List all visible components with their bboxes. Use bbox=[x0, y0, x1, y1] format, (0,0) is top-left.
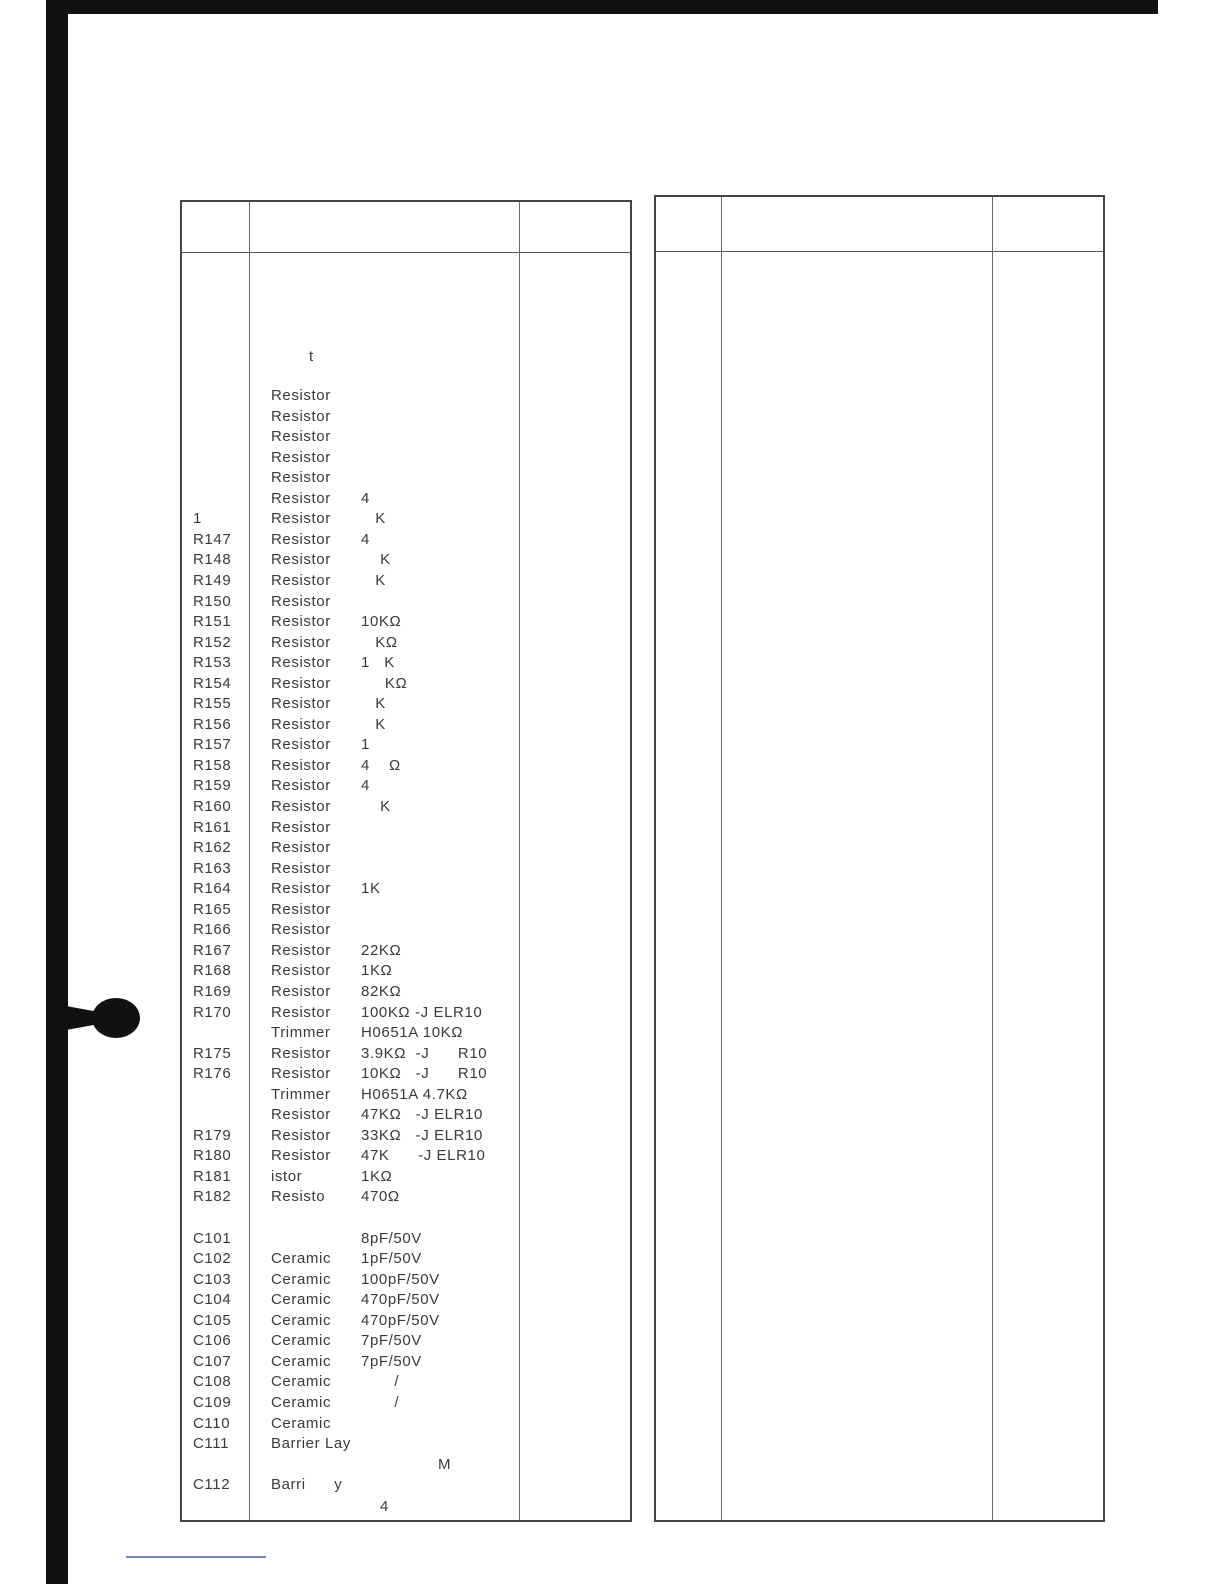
pen-underline-mark bbox=[126, 1556, 266, 1558]
part-value: / bbox=[361, 1373, 400, 1391]
part-ref: R176 bbox=[193, 1065, 232, 1083]
part-ref: C104 bbox=[193, 1291, 232, 1309]
part-ref: R152 bbox=[193, 633, 232, 651]
part-ref: R180 bbox=[193, 1147, 232, 1165]
part-value: 7pF/50V bbox=[361, 1352, 422, 1370]
part-type: Resistor bbox=[271, 551, 331, 569]
table-row bbox=[182, 1147, 630, 1167]
part-type: Resistor bbox=[271, 489, 331, 507]
part-value: 470pF/50V bbox=[361, 1291, 440, 1309]
table-row bbox=[182, 387, 630, 407]
part-value: 470pF/50V bbox=[361, 1311, 440, 1329]
part-value: 4 bbox=[361, 777, 370, 795]
part-type: Ceramic bbox=[271, 1393, 332, 1411]
part-type: Barrier Lay bbox=[271, 1435, 351, 1453]
part-value: 470Ω bbox=[361, 1188, 400, 1206]
table-row bbox=[182, 1065, 630, 1085]
part-ref: R164 bbox=[193, 880, 232, 898]
part-type: Resistor bbox=[271, 859, 331, 877]
part-value: K bbox=[361, 510, 386, 528]
part-type: Ceramic bbox=[271, 1352, 332, 1370]
table-row bbox=[182, 1045, 630, 1065]
part-ref: R148 bbox=[193, 551, 232, 569]
table-row bbox=[182, 428, 630, 448]
part-value: 22KΩ bbox=[361, 941, 402, 959]
table-row bbox=[182, 613, 630, 633]
part-ref: R179 bbox=[193, 1126, 232, 1144]
part-type: Resistor bbox=[271, 880, 331, 898]
table-row bbox=[182, 551, 630, 571]
table-row bbox=[182, 449, 630, 469]
part-ref: C105 bbox=[193, 1311, 232, 1329]
part-ref: R170 bbox=[193, 1003, 232, 1021]
table-row bbox=[182, 798, 630, 818]
part-type: Resistor bbox=[271, 941, 331, 959]
table-row bbox=[182, 531, 630, 551]
part-ref: R158 bbox=[193, 756, 232, 774]
part-type: Resistor bbox=[271, 982, 331, 1000]
part-ref: R168 bbox=[193, 962, 232, 980]
part-type: Resistor bbox=[271, 674, 331, 692]
part-value: 1KΩ bbox=[361, 1167, 393, 1185]
table-row bbox=[182, 736, 630, 756]
part-ref: R155 bbox=[193, 695, 232, 713]
part-value: 8pF/50V bbox=[361, 1229, 422, 1247]
part-ref: R151 bbox=[193, 613, 232, 631]
header-divider bbox=[656, 251, 1103, 252]
part-type: Resistor bbox=[271, 428, 331, 446]
part-value: 47K -J ELR10 bbox=[361, 1147, 486, 1165]
part-value: 47KΩ -J ELR10 bbox=[361, 1106, 483, 1124]
table-row bbox=[182, 1353, 630, 1373]
part-type: Ceramic bbox=[271, 1291, 332, 1309]
part-ref: R182 bbox=[193, 1188, 232, 1206]
table-row bbox=[182, 819, 630, 839]
part-ref: R159 bbox=[193, 777, 232, 795]
part-value: KΩ bbox=[361, 674, 408, 692]
part-type: Resistor bbox=[271, 633, 331, 651]
part-type: Resistor bbox=[271, 613, 331, 631]
part-ref: R154 bbox=[193, 674, 232, 692]
part-type: Resistor bbox=[271, 1106, 331, 1124]
table-row bbox=[182, 675, 630, 695]
table-row bbox=[182, 1476, 630, 1496]
part-value: 10KΩ -J R10 bbox=[361, 1065, 488, 1083]
part-type: Resistor bbox=[271, 736, 331, 754]
part-value: 100KΩ -J ELR10 bbox=[361, 1003, 483, 1021]
part-value: H0651A 10KΩ bbox=[361, 1024, 464, 1042]
part-ref: R175 bbox=[193, 1044, 232, 1062]
column-divider-ref bbox=[721, 197, 722, 1520]
part-value: K bbox=[361, 571, 386, 589]
part-type: Resistor bbox=[271, 571, 331, 589]
part-value: 1pF/50V bbox=[361, 1250, 422, 1268]
part-type: Ceramic bbox=[271, 1270, 332, 1288]
part-value: K bbox=[361, 715, 386, 733]
table-row bbox=[182, 1456, 630, 1476]
table-row bbox=[182, 1230, 630, 1250]
part-type: Resistor bbox=[271, 798, 331, 815]
part-type: Resisto bbox=[271, 1188, 326, 1206]
table-row bbox=[182, 469, 630, 489]
table-row bbox=[182, 1332, 630, 1352]
part-ref: R147 bbox=[193, 530, 232, 548]
table-row bbox=[182, 1086, 630, 1106]
table-row bbox=[182, 777, 630, 797]
part-ref: R169 bbox=[193, 982, 232, 1000]
part-value: / bbox=[361, 1393, 400, 1411]
part-ref: C111 bbox=[193, 1435, 230, 1453]
part-ref: C106 bbox=[193, 1332, 232, 1350]
table-row bbox=[182, 1004, 630, 1024]
part-value: K bbox=[361, 695, 386, 713]
part-ref: R160 bbox=[193, 798, 232, 815]
part-type: Resistor bbox=[271, 1065, 331, 1083]
part-type: Resistor bbox=[271, 1044, 331, 1062]
part-type: Resistor bbox=[271, 900, 331, 918]
table-row bbox=[182, 572, 630, 592]
part-ref: R161 bbox=[193, 818, 232, 836]
table-row bbox=[182, 1373, 630, 1393]
part-ref: C110 bbox=[193, 1414, 231, 1432]
part-type: Resistor bbox=[271, 921, 331, 939]
part-ref: C112 bbox=[193, 1476, 231, 1494]
table-row bbox=[182, 510, 630, 530]
part-value: 3.9KΩ -J R10 bbox=[361, 1044, 488, 1062]
part-ref: C103 bbox=[193, 1270, 232, 1288]
part-value: H0651A 4.7KΩ bbox=[361, 1085, 468, 1103]
table-row bbox=[182, 839, 630, 859]
table-row bbox=[182, 880, 630, 900]
part-ref: R166 bbox=[193, 921, 232, 939]
part-value: 4 Ω bbox=[361, 756, 401, 774]
table-row bbox=[182, 408, 630, 428]
part-type: Resistor bbox=[271, 777, 331, 795]
table-row bbox=[182, 1394, 630, 1414]
table-row bbox=[182, 860, 630, 880]
table-row bbox=[182, 1312, 630, 1332]
part-ref: C107 bbox=[193, 1352, 232, 1370]
part-type: Resistor bbox=[271, 469, 331, 487]
parts-list-table-left bbox=[180, 200, 632, 1522]
table-row bbox=[182, 757, 630, 777]
part-value: 7pF/50V bbox=[361, 1332, 422, 1350]
table-row bbox=[182, 654, 630, 674]
part-type: Resistor bbox=[271, 715, 331, 733]
table-row bbox=[182, 1271, 630, 1291]
part-ref: R150 bbox=[193, 592, 232, 610]
part-ref: R149 bbox=[193, 571, 232, 589]
part-type: Resistor bbox=[271, 654, 331, 672]
table-row bbox=[182, 1168, 630, 1188]
part-value: 1KΩ bbox=[361, 962, 393, 980]
part-type: Barri y bbox=[271, 1476, 343, 1494]
part-type: Resistor bbox=[271, 387, 331, 404]
part-value: 4 bbox=[361, 489, 370, 507]
part-value: 1 K bbox=[361, 654, 395, 672]
part-type: istor bbox=[271, 1167, 303, 1185]
table-row bbox=[182, 1127, 630, 1147]
part-ref: C109 bbox=[193, 1393, 232, 1411]
part-value: 1K bbox=[361, 880, 381, 898]
table-row bbox=[182, 1024, 630, 1044]
part-value: 4 bbox=[361, 530, 370, 548]
part-type: Resistor bbox=[271, 1003, 331, 1021]
part-value: 100pF/50V bbox=[361, 1270, 440, 1288]
part-type: Ceramic bbox=[271, 1414, 332, 1432]
table-row bbox=[182, 962, 630, 982]
part-ref: C108 bbox=[193, 1373, 232, 1391]
table-row bbox=[182, 1188, 630, 1208]
part-type: Resistor bbox=[271, 839, 331, 857]
table-row bbox=[182, 1291, 630, 1311]
table-row bbox=[182, 490, 630, 510]
part-ref: R163 bbox=[193, 859, 232, 877]
part-type: Ceramic bbox=[271, 1332, 332, 1350]
part-value: K bbox=[361, 551, 391, 569]
stray-mark-t: t bbox=[309, 348, 314, 365]
table-row bbox=[182, 921, 630, 941]
part-ref: R157 bbox=[193, 736, 232, 754]
part-type: Resistor bbox=[271, 695, 331, 713]
part-ref: R165 bbox=[193, 900, 232, 918]
part-type: Resistor bbox=[271, 1147, 331, 1165]
part-ref: R167 bbox=[193, 941, 232, 959]
part-ref: 1 bbox=[193, 510, 202, 528]
part-type: Ceramic bbox=[271, 1373, 332, 1391]
part-type: Ceramic bbox=[271, 1311, 332, 1329]
part-type: Resistor bbox=[271, 530, 331, 548]
table-row bbox=[182, 716, 630, 736]
stray-mark-4: 4 bbox=[380, 1498, 389, 1515]
part-ref: R156 bbox=[193, 715, 232, 733]
part-ref: C101 bbox=[193, 1229, 232, 1247]
part-ref: R162 bbox=[193, 839, 232, 857]
part-type: Resistor bbox=[271, 756, 331, 774]
part-ref: R153 bbox=[193, 654, 232, 672]
table-row bbox=[182, 983, 630, 1003]
table-row bbox=[182, 593, 630, 613]
part-type: Resistor bbox=[271, 1126, 331, 1144]
table-row bbox=[182, 1435, 630, 1455]
table-row bbox=[182, 1106, 630, 1126]
part-ref: R181 bbox=[193, 1167, 232, 1185]
part-type: Resistor bbox=[271, 510, 331, 528]
scan-border-left bbox=[46, 0, 68, 1584]
part-value: 33KΩ -J ELR10 bbox=[361, 1126, 483, 1144]
part-value: 10KΩ bbox=[361, 613, 402, 631]
parts-list-table-right bbox=[654, 195, 1105, 1522]
binder-hole bbox=[92, 998, 140, 1038]
table-row bbox=[182, 1250, 630, 1270]
column-divider-value bbox=[992, 197, 993, 1520]
part-value: 1 bbox=[361, 736, 370, 754]
table-row bbox=[182, 634, 630, 654]
part-value: KΩ bbox=[361, 633, 398, 651]
table-row bbox=[182, 1415, 630, 1435]
table-row bbox=[182, 942, 630, 962]
part-type: Trimmer bbox=[271, 1024, 331, 1042]
stray-mark-m: M bbox=[438, 1456, 451, 1473]
part-type: Trimmer bbox=[271, 1085, 331, 1103]
part-type: Resistor bbox=[271, 962, 331, 980]
part-type: Resistor bbox=[271, 448, 331, 466]
scan-border-top bbox=[46, 0, 1158, 14]
table-row bbox=[182, 1209, 630, 1229]
part-ref: C102 bbox=[193, 1250, 232, 1268]
table-row bbox=[182, 695, 630, 715]
part-type: Ceramic bbox=[271, 1250, 332, 1268]
part-type: Resistor bbox=[271, 818, 331, 836]
table-row bbox=[182, 901, 630, 921]
part-type: Resistor bbox=[271, 592, 331, 610]
part-value: 82KΩ bbox=[361, 982, 402, 1000]
part-type: Resistor bbox=[271, 407, 331, 425]
part-value: K bbox=[361, 798, 391, 815]
